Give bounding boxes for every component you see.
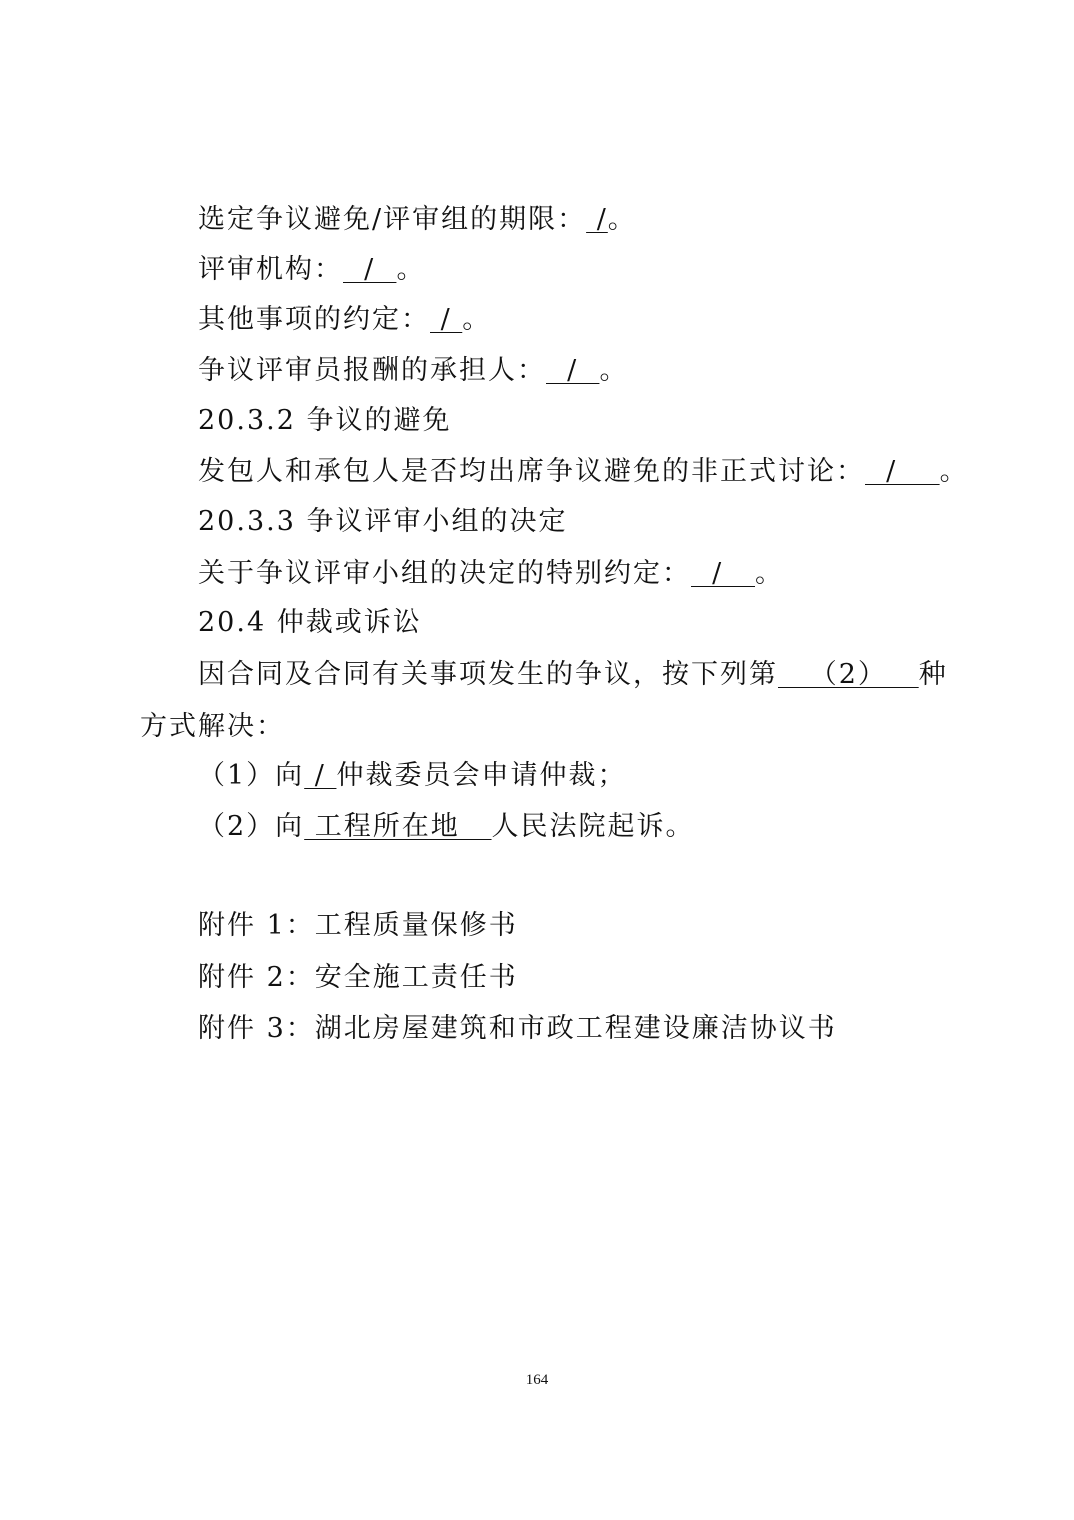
litigation-option-prefix: （2）向 (198, 811, 305, 842)
litigation-option-line (198, 809, 695, 845)
period: 。 (462, 304, 492, 335)
dispute-resolution-choice-label: 因合同及合同有关事项发生的争议，按下列第 (198, 659, 778, 690)
section-heading-20-3-3: 20.3.3 争议评审小组的决定 (198, 506, 568, 537)
period: 。 (939, 456, 969, 487)
section-heading-20-3-2: 20.3.2 争议的避免 (198, 405, 452, 436)
review-organization-label: 评审机构： (198, 254, 343, 285)
dispute-board-selection-deadline-label: 选定争议避免/评审组的期限： (198, 204, 587, 235)
dispute-resolution-choice-continuation: 方式解决： (140, 711, 285, 742)
period: 。 (607, 204, 637, 235)
period: 。 (396, 254, 426, 285)
other-matters-line (198, 302, 491, 338)
board-decision-special-agreement-value: / (691, 558, 756, 589)
page-number: 164 (525, 1372, 549, 1388)
informal-discussion-attendance-line (198, 454, 969, 490)
arbitration-commission-value: / (304, 760, 337, 791)
litigation-court-value: 工程所在地 (304, 811, 492, 842)
arbitration-option-line (198, 758, 626, 794)
arbitration-option-prefix: （1）向 (198, 760, 305, 791)
attachment-2: 附件 2：安全施工责任书 (198, 962, 518, 993)
reviewer-fee-bearer-label: 争议评审员报酬的承担人： (198, 355, 546, 386)
arbitration-option-suffix: 仲裁委员会申请仲裁； (336, 760, 627, 791)
other-matters-label: 其他事项的约定： (198, 304, 430, 335)
board-decision-special-agreement-label: 关于争议评审小组的决定的特别约定： (198, 558, 691, 589)
dispute-board-selection-deadline-line (198, 202, 637, 238)
informal-discussion-attendance-value: / (865, 456, 940, 487)
dispute-resolution-choice-value: （2） (778, 659, 919, 690)
period: 。 (599, 355, 629, 386)
attachment-3: 附件 3：湖北房屋建筑和市政工程建设廉洁协议书 (198, 1013, 837, 1044)
period: 。 (755, 558, 785, 589)
reviewer-fee-bearer-value: / (546, 355, 600, 386)
review-organization-line (198, 252, 425, 288)
other-matters-value: / (430, 304, 463, 335)
dispute-resolution-choice-line (198, 657, 948, 693)
dispute-board-selection-deadline-value: / (586, 204, 608, 235)
attachment-1: 附件 1：工程质量保修书 (198, 910, 518, 941)
board-decision-special-agreement-line (198, 556, 784, 592)
informal-discussion-attendance-label: 发包人和承包人是否均出席争议避免的非正式讨论： (198, 456, 865, 487)
section-heading-20-4: 20.4 仲裁或诉讼 (198, 607, 422, 638)
review-organization-value: / (343, 254, 397, 285)
dispute-resolution-choice-suffix: 种 (918, 659, 948, 690)
litigation-option-suffix: 人民法院起诉。 (491, 811, 695, 842)
reviewer-fee-bearer-line (198, 353, 628, 389)
